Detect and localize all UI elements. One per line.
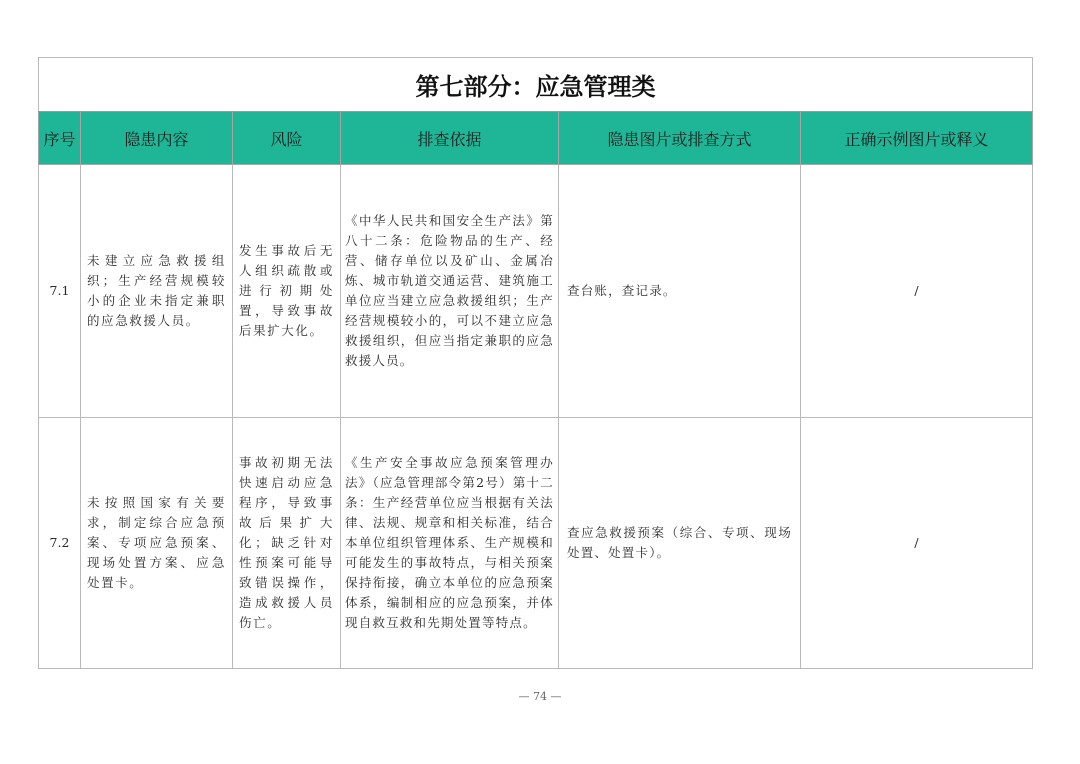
hazard-risk: 事故初期无法快速启动应急程序，导致事故后果扩大化；缺乏针对性预案可能导致错误操作，造成救援人员伤亡。 (233, 418, 341, 669)
hazard-risk: 发生事故后无人组织疏散或进行初期处置，导致事故后果扩大化。 (233, 165, 341, 418)
header-content: 隐患内容 (81, 112, 233, 165)
table-header-row (39, 112, 1033, 165)
hazard-table (38, 57, 1033, 669)
table-row (39, 165, 1033, 418)
inspection-method: 查台账，查记录。 (559, 165, 801, 418)
inspection-method: 查应急救援预案（综合、专项、现场处置、处置卡）。 (559, 418, 801, 669)
page-number: — 74 — (518, 690, 562, 703)
section-title: 第七部分：应急管理类 (39, 58, 1033, 112)
table-title-row (39, 58, 1033, 112)
header-method: 隐患图片或排查方式 (559, 112, 801, 165)
inspection-basis: 《中华人民共和国安全生产法》第八十二条：危险物品的生产、经营、储存单位以及矿山、金属冶炼、城市轨道交通运营、建筑施工单位应当建立应急救援组织；生产经营规模较小的，可以不建立应急救援组织，但应当指定兼职的应急救援人员。 (341, 165, 559, 418)
hazard-content: 未按照国家有关要求，制定综合应急预案、专项应急预案、现场处置方案、应急处置卡。 (81, 418, 233, 669)
hazard-table-container (38, 57, 1032, 669)
table-row (39, 418, 1033, 669)
header-no: 序号 (39, 112, 81, 165)
row-number: 7.2 (39, 418, 81, 669)
header-basis: 排查依据 (341, 112, 559, 165)
row-number: 7.1 (39, 165, 81, 418)
inspection-basis: 《生产安全事故应急预案管理办法》（应急管理部令第2号）第十二条：生产经营单位应当根据有关法律、法规、规章和相关标准，结合本单位组织管理体系、生产规模和可能发生的事故特点，与相关预案保持衔接，确立本单位的应急预案体系，编制相应的应急预案，并体现自救互救和先期处置等特点。 (341, 418, 559, 669)
header-risk: 风险 (233, 112, 341, 165)
correct-example: / (801, 165, 1033, 418)
hazard-content: 未建立应急救援组织；生产经营规模较小的企业未指定兼职的应急救援人员。 (81, 165, 233, 418)
header-example: 正确示例图片或释义 (801, 112, 1033, 165)
correct-example: / (801, 418, 1033, 669)
